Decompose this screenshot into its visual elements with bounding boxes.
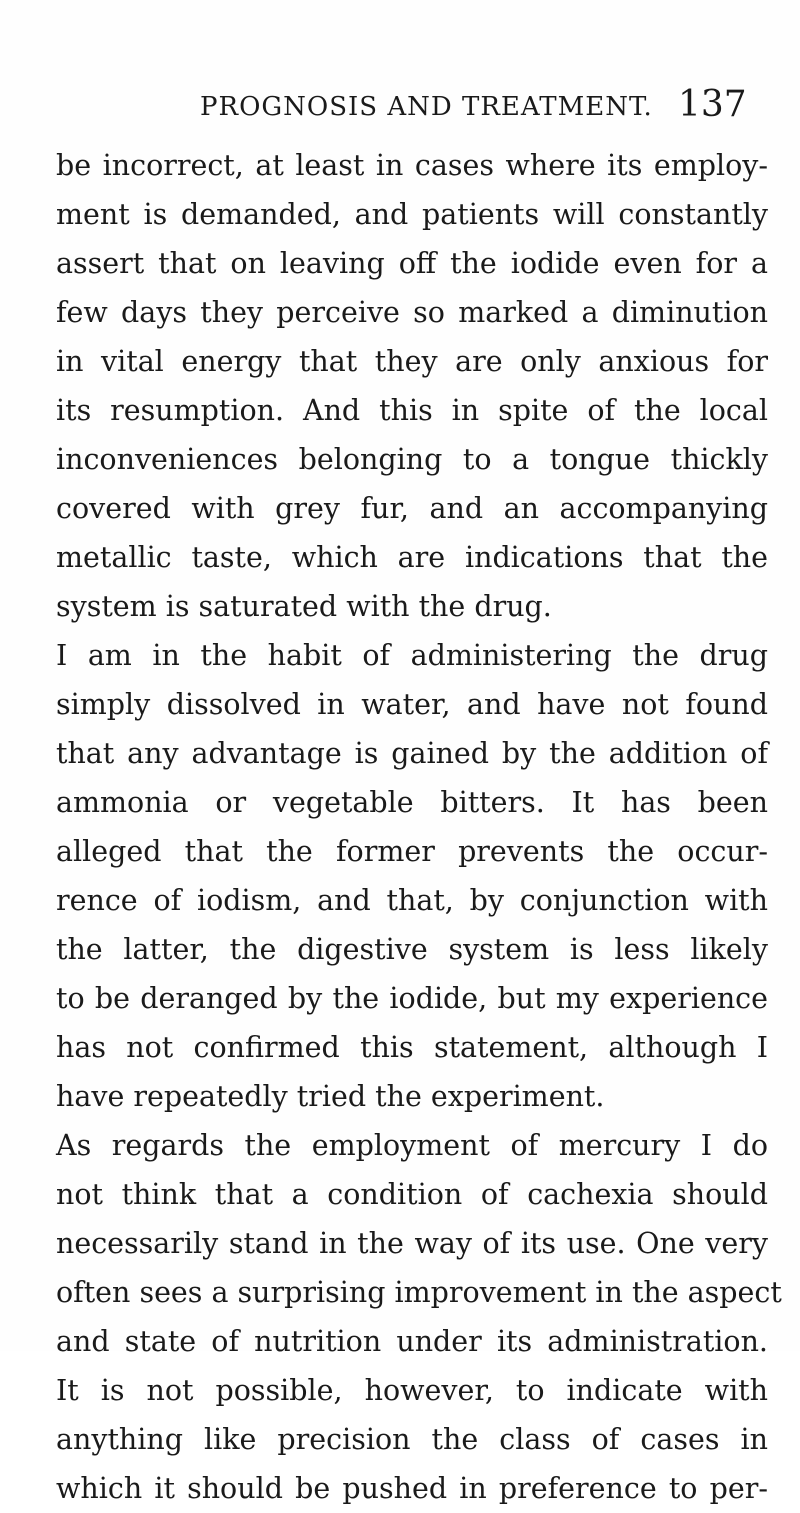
text-line: the latter, the digestive system is less likely: [56, 933, 768, 966]
running-title: PROGNOSIS AND TREATMENT.: [200, 92, 653, 122]
text-line: its resumption. And this in spite of the local: [56, 394, 768, 427]
text-line: in vital energy that they are only anxious for: [56, 345, 768, 378]
running-head: [0, 84, 800, 136]
paragraph-end-line: have repeatedly tried the experiment.: [56, 1080, 605, 1113]
text-line: has not confirmed this statement, although I: [56, 1031, 768, 1064]
text-line: which it should be pushed in preference to per-: [56, 1472, 768, 1505]
page-number: 137: [678, 84, 747, 125]
text-line: to be deranged by the iodide, but my experience: [56, 982, 768, 1015]
text-line: It is not possible, however, to indicate with: [56, 1374, 768, 1407]
text-line: be incorrect, at least in cases where its employ-: [56, 149, 768, 182]
text-line: metallic taste, which are indications that the: [56, 541, 768, 574]
text-line: simply dissolved in water, and have not found: [56, 688, 768, 721]
text-line: ammonia or vegetable bitters. It has been: [56, 786, 768, 819]
text-line: few days they perceive so marked a diminution: [56, 296, 768, 329]
text-line: assert that on leaving off the iodide even for a: [56, 247, 768, 280]
text-line: As regards the employment of mercury I do: [56, 1129, 768, 1162]
text-line: ment is demanded, and patients will constantly: [56, 198, 768, 231]
text-line: that any advantage is gained by the addition of: [56, 737, 768, 770]
text-line: often sees a surprising improvement in the aspect: [56, 1276, 782, 1309]
text-line: anything like precision the class of cases in: [56, 1423, 768, 1456]
text-line: and state of nutrition under its administration.: [56, 1325, 768, 1358]
text-line: I am in the habit of administering the drug: [56, 639, 768, 672]
text-line: alleged that the former prevents the occur-: [56, 835, 768, 868]
text-line: rence of iodism, and that, by conjunction with: [56, 884, 768, 917]
body-text: [56, 141, 782, 1513]
paragraph-end-line: system is saturated with the drug.: [56, 590, 552, 623]
text-line: covered with grey fur, and an accompanying: [56, 492, 768, 525]
text-line: necessarily stand in the way of its use. One very: [56, 1227, 768, 1260]
text-line: inconveniences belonging to a tongue thickly: [56, 443, 768, 476]
text-line: not think that a condition of cachexia should: [56, 1178, 768, 1211]
